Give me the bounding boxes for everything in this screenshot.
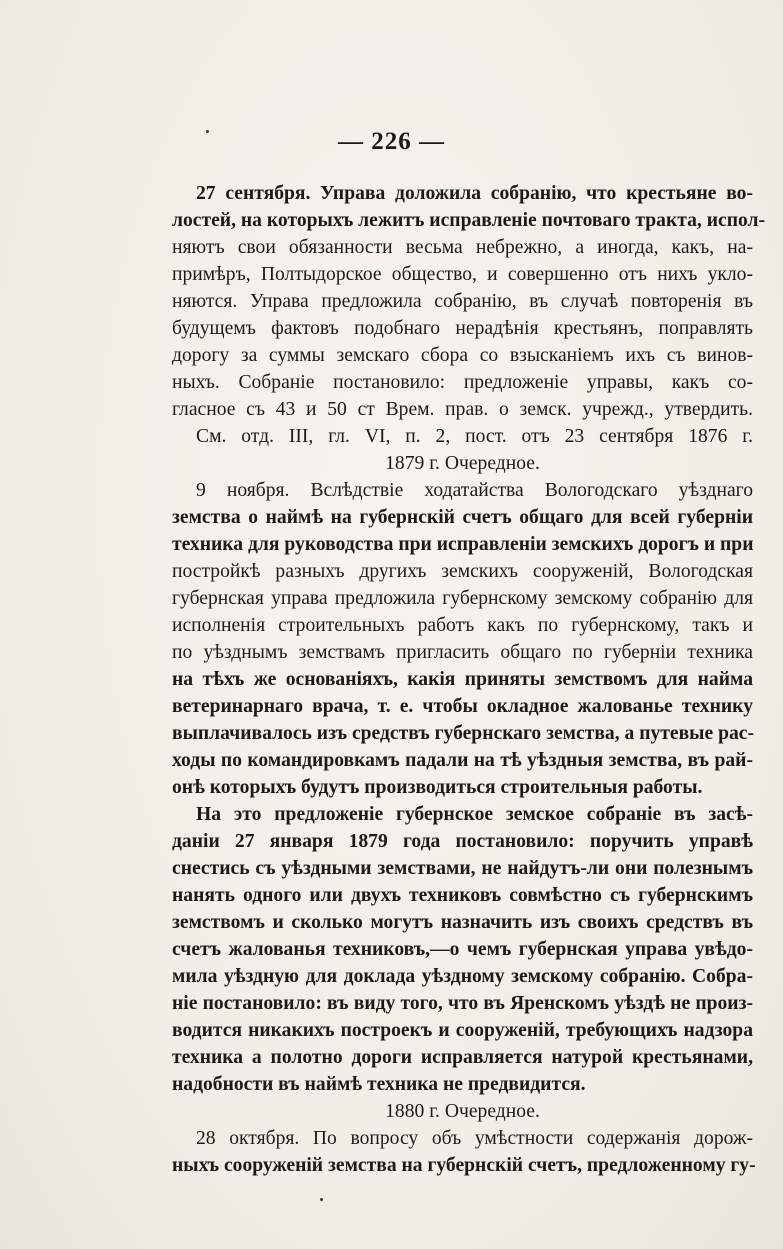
- text-line: техника а полотно дороги исправляется натурой крестьянами,: [172, 1047, 753, 1068]
- text-line: онѣ которыхъ будутъ производиться строительныя работы.: [172, 777, 703, 798]
- text-line: ветеринарнаго врача, т. е. чтобы окладное жалованье технику: [172, 696, 753, 717]
- text-line: примѣръ, Полтыдорское общество, и совершенно отъ нихъ укло-: [172, 264, 753, 285]
- text-line: надобности въ наймѣ техника не предвидится.: [172, 1074, 586, 1095]
- text-line: нанять одного или двухъ техниковъ совмѣстно съ губернскимъ: [172, 885, 753, 906]
- text-line: счетъ жалованья техниковъ,—о чемъ губернская управа увѣдо-: [172, 939, 753, 960]
- ink-speck: [320, 1198, 323, 1201]
- text-line: даніи 27 января 1879 года постановило: поручить управѣ: [172, 831, 753, 852]
- text-line: земствомъ и сколько могутъ назначить изъ своихъ средствъ въ: [172, 912, 753, 933]
- text-line: ходы по командировкамъ падали на тѣ уѣздныя земства, въ рай-: [172, 750, 753, 771]
- text-line: лостей, на которыхъ лежитъ исправленіе почтоваго тракта, испол-: [172, 210, 766, 231]
- text-line: земства о наймѣ на губернскій счетъ общаго для всей губерніи: [172, 507, 753, 528]
- section-heading-1879: 1879 г. Очередное.: [385, 453, 540, 474]
- text-line: ныхъ сооруженій земства на губернскій счетъ, предложенному гу-: [172, 1155, 756, 1176]
- text-line: мила уѣздную для доклада уѣздному земскому собранію. Собра-: [172, 966, 753, 987]
- text-line: исполненія строительныхъ работъ какъ по губернскому, такъ и: [172, 615, 753, 636]
- text-line: техника для руководства при исправленіи земскихъ дорогъ и при: [172, 534, 754, 555]
- text-line: ніе постановило: въ виду того, что въ Яренскомъ уѣздѣ не произ-: [172, 993, 753, 1014]
- text-line: гласное съ 43 и 50 ст Врем. прав. о земск. учрежд., утвердить.: [172, 399, 753, 420]
- text-line: снестись съ уѣздными земствами, не найдутъ-ли они полезнымъ: [172, 858, 753, 879]
- text-line: ныхъ. Собраніе постановило: предложеніе управы, какъ со-: [172, 372, 753, 393]
- text-line: дорогу за суммы земскаго сбора со взысканіемъ ихъ съ винов-: [172, 345, 753, 366]
- ink-speck: [206, 130, 209, 133]
- text-line: губернская управа предложила губернскому земскому собранію для: [172, 588, 753, 609]
- text-line: 27 сентября. Управа доложила собранію, что крестьяне во-: [196, 183, 753, 204]
- text-line: на тѣхъ же основаніяхъ, какія приняты земствомъ для найма: [172, 669, 753, 690]
- section-heading-1880: 1880 г. Очередное.: [385, 1101, 540, 1122]
- text-line: няются. Управа предложила собранію, въ случаѣ повторенія въ: [172, 291, 753, 312]
- text-line: На это предложеніе губернское земское собраніе въ засѣ-: [196, 804, 753, 825]
- page-number: — 226 —: [338, 128, 445, 155]
- text-line: См. отд. III, гл. VI, п. 2, пост. отъ 23 сентября 1876 г.: [196, 426, 753, 447]
- text-line: няютъ свои обязанности весьма небрежно, а иногда, какъ, на-: [172, 237, 753, 258]
- text-line: 9 ноября. Вслѣдствіе ходатайства Вологодскаго уѣзднаго: [196, 480, 753, 501]
- text-line: постройкѣ разныхъ другихъ земскихъ сооруженій, Вологодская: [172, 561, 753, 582]
- text-line: 28 октября. По вопросу объ умѣстности содержанія дорож-: [196, 1128, 753, 1149]
- text-line: по уѣзднымъ земствамъ пригласить общаго по губерніи техника: [172, 642, 753, 663]
- text-line: водится никакихъ построекъ и сооруженій, требующихъ надзора: [172, 1020, 753, 1041]
- text-line: выплачивалось изъ средствъ губернскаго земства, а путевые рас-: [172, 723, 754, 744]
- text-line: будущемъ фактовъ подобнаго нерадѣнія крестьянъ, поправлять: [172, 318, 753, 339]
